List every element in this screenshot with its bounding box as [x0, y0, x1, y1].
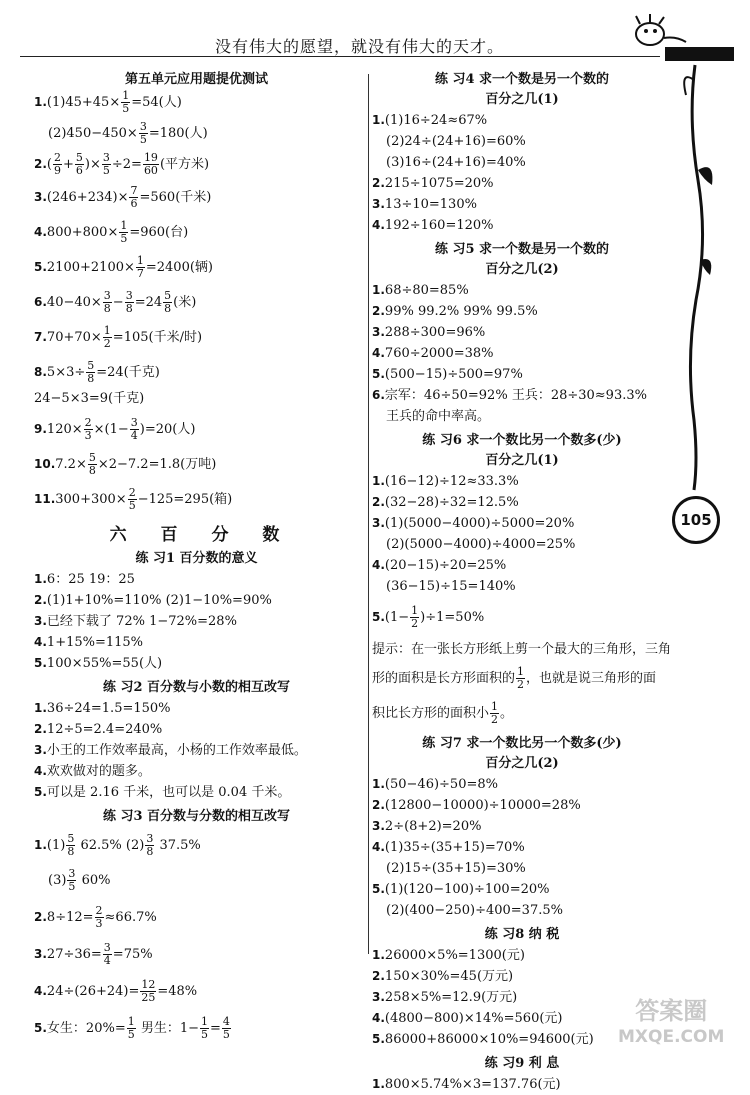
exercise-5-answers [372, 280, 672, 427]
answer-line: (3) $\frac{3}{5}$ 60% [48, 867, 111, 893]
exercise-4-answers [372, 110, 672, 236]
answer-line: 1.26000×5%=1300(元) [372, 948, 525, 963]
answer-line: 3.288÷300=96% [372, 325, 486, 340]
answer-line: 5.(1)(120−100)÷100=20% [372, 882, 550, 897]
answer-line: 7.70+70× $\frac{1}{2}$ =105(千米/时) [34, 324, 203, 350]
answer-line: 3.(1)(5000−4000)÷5000=20% [372, 516, 575, 531]
exercise-title: 练 习2 百分数与小数的相互改写 [102, 680, 291, 695]
answer-line: 4.(4800−800)×14%=560(元) [372, 1011, 563, 1026]
answer-line: (2)24÷(24+16)=60% [386, 134, 526, 149]
answer-line: 9.120× $\frac{2}{3}$ ×(1− $\frac{3}{4}$ )=20(人) [34, 416, 196, 442]
answer-line: 2.99% 99.2% 99% 99.5% [372, 304, 538, 319]
answer-line: 1.6：25 19：25 [34, 572, 135, 587]
hint-text: 提示：在一张长方形纸上剪一个最大的三角形，三角 [372, 642, 672, 657]
answer-line: 4.24÷(26+24)= $\frac{12}{25}$ =48% [34, 978, 198, 1004]
exercise-subtitle: 百分之几(1) [485, 92, 559, 107]
header-black-bar [665, 47, 734, 61]
header-motto: 没有伟大的愿望，就没有伟大的天才。 [215, 37, 505, 56]
hint-text: 积比长方形的面积小 $\frac{1}{2}$ 。 [372, 700, 514, 726]
answer-line: 1.36÷24=1.5=150% [34, 701, 171, 716]
exercise-9-answers [372, 1074, 672, 1095]
answer-line: 1.68÷80=85% [372, 283, 469, 298]
exercise-title: 练 习8 纳 税 [484, 927, 560, 942]
answer-line: 5.(500−15)÷500=97% [372, 367, 523, 382]
answer-line: (2)(400−250)÷400=37.5% [386, 903, 563, 918]
answer-line: (36−15)÷15=140% [386, 579, 516, 594]
exercise-subtitle: 百分之几(2) [485, 756, 559, 771]
answer-line: 3.27÷36= $\frac{3}{4}$ =75% [34, 941, 153, 967]
answer-line: 2.( $\frac{2}{9}$ + $\frac{5}{6}$ )× $\frac{3}{5}$ ÷2= $\frac{19}{60}$ (平方米) [34, 151, 210, 177]
answer-line: 4.760÷2000=38% [372, 346, 494, 361]
answer-line: 24−5×3=9(千克) [34, 391, 145, 406]
header-rule [20, 56, 660, 57]
answer-line: 2.150×30%=45(万元) [372, 969, 514, 984]
answer-line: 1.(50−46)÷50=8% [372, 777, 498, 792]
answer-line: 4.(1)35÷(35+15)=70% [372, 840, 525, 855]
column-divider [368, 74, 369, 954]
answer-line: 2.(12800−10000)÷10000=28% [372, 798, 581, 813]
exercise-7-answers [372, 774, 672, 921]
cartoon-mascot-icon [628, 12, 688, 52]
watermark [618, 998, 724, 1050]
left-column [34, 70, 359, 1041]
answer-line: 2.12÷5=2.4=240% [34, 722, 163, 737]
exercise-2-answers [34, 698, 359, 803]
answer-line: (2)450−450× $\frac{3}{5}$ =180(人) [48, 120, 208, 146]
fraction: $\frac{1}{5}$ [122, 89, 130, 115]
answer-line: 1.(1) $\frac{5}{8}$ 62.5% (2) $\frac{3}{8}$ 37.5% [34, 832, 201, 858]
answer-line: (3)16÷(24+16)=40% [386, 155, 526, 170]
answer-line: 5.女生：20%= $\frac{1}{5}$ 男生：1− $\frac{1}{5}$ = $\frac{4}{5}$ [34, 1015, 230, 1041]
answer-line: 3.小王的工作效率最高，小杨的工作效率最低。 [34, 743, 307, 758]
exercise-subtitle: 百分之几(1) [485, 453, 559, 468]
exercise-title: 练 习9 利 息 [484, 1056, 560, 1071]
watermark-brand: 答案圈 [635, 997, 708, 1025]
answer-line: 3.2÷(8+2)=20% [372, 819, 482, 834]
answer-line: 10.7.2× $\frac{5}{8}$ ×2−7.2=1.8(万吨) [34, 451, 217, 477]
answer-line: 1.(1)16÷24≈67% [372, 113, 488, 128]
answer-line: (2)(5000−4000)÷4000=25% [386, 537, 576, 552]
answer-line: 5.可以是 2.16 千米，也可以是 0.04 千米。 [34, 785, 291, 800]
answer-line: 5.2100+2100× $\frac{1}{7}$ =2400(辆) [34, 254, 213, 280]
answer-line: 3.已经下载了 72% 1−72%=28% [34, 614, 237, 629]
exercise-title: 练 习5 求一个数是另一个数的 [434, 242, 610, 257]
answer-line: 2.8÷12= $\frac{2}{3}$ ≈66.7% [34, 904, 157, 930]
answer-line: 11.300+300× $\frac{2}{5}$ −125=295(箱) [34, 486, 233, 512]
answer-line: 王兵的命中率高。 [386, 409, 491, 424]
answer-line: 4.800+800× $\frac{1}{5}$ =960(台) [34, 219, 189, 245]
exercise-subtitle: 百分之几(2) [485, 262, 559, 277]
answer-line: 8.5×3÷ $\frac{5}{8}$ =24(千克) [34, 359, 160, 385]
exercise-title: 练 习3 百分数与分数的相互改写 [102, 809, 291, 824]
hint-text: 形的面积是长方形面积的 $\frac{1}{2}$ ，也就是说三角形的面 [372, 665, 657, 691]
answer-line: 3.13÷10=130% [372, 197, 477, 212]
chapter-title: 六 百 分 数 [109, 525, 294, 545]
answer-line: 1.800×5.74%×3=137.76(元) [372, 1077, 561, 1092]
answer-line: 4.1+15%=115% [34, 635, 144, 650]
exercise-6-answers [372, 471, 672, 597]
answer-line: 4.(20−15)÷20=25% [372, 558, 507, 573]
exercise-title: 练 习1 百分数的意义 [135, 551, 258, 566]
answer-line: 2.(1)1+10%=110% (2)1−10%=90% [34, 593, 272, 608]
answer-line: (2)15÷(35+15)=30% [386, 861, 526, 876]
exercise-title: 练 习4 求一个数是另一个数的 [434, 72, 610, 87]
answer-line: 5.86000+86000×10%=94600(元) [372, 1032, 594, 1047]
answer-line: 1.(16−12)÷12≈33.3% [372, 474, 519, 489]
answer-line: 2.215÷1075=20% [372, 176, 494, 191]
exercise-1-answers [34, 569, 359, 674]
answer-line: 4.欢欢做对的题多。 [34, 764, 151, 779]
watermark-url: MXQE.COM [618, 1027, 725, 1047]
page-header [20, 37, 734, 66]
answer-line: 1.(1)45+45× $\frac{1}{5}$ =54(人) [34, 89, 182, 115]
answer-line: 5.(1− $\frac{1}{2}$ )÷1=50% [372, 604, 485, 630]
right-column [372, 70, 672, 1095]
answer-line: 2.(32−28)÷32=12.5% [372, 495, 519, 510]
answer-line: 6.40−40× $\frac{3}{8}$ − $\frac{3}{8}$ =24 $\frac{5}{8}$ (米) [34, 289, 197, 315]
answer-line: 6.宗军：46÷50=92% 王兵：28÷30≈93.3% [372, 388, 647, 403]
answer-line: 3.258×5%=12.9(万元) [372, 990, 518, 1005]
answer-line: 4.192÷160=120% [372, 218, 494, 233]
answer-line: 5.100×55%=55(人) [34, 656, 163, 671]
section-title: 第五单元应用题提优测试 [124, 72, 268, 87]
exercise-title: 练 习7 求一个数比另一个数多(少) [422, 736, 622, 751]
answer-line: 3.(246+234)× $\frac{7}{6}$ =560(千米) [34, 184, 212, 210]
page-number-badge: 105 [672, 496, 720, 544]
exercise-title: 练 习6 求一个数比另一个数多(少) [422, 433, 622, 448]
